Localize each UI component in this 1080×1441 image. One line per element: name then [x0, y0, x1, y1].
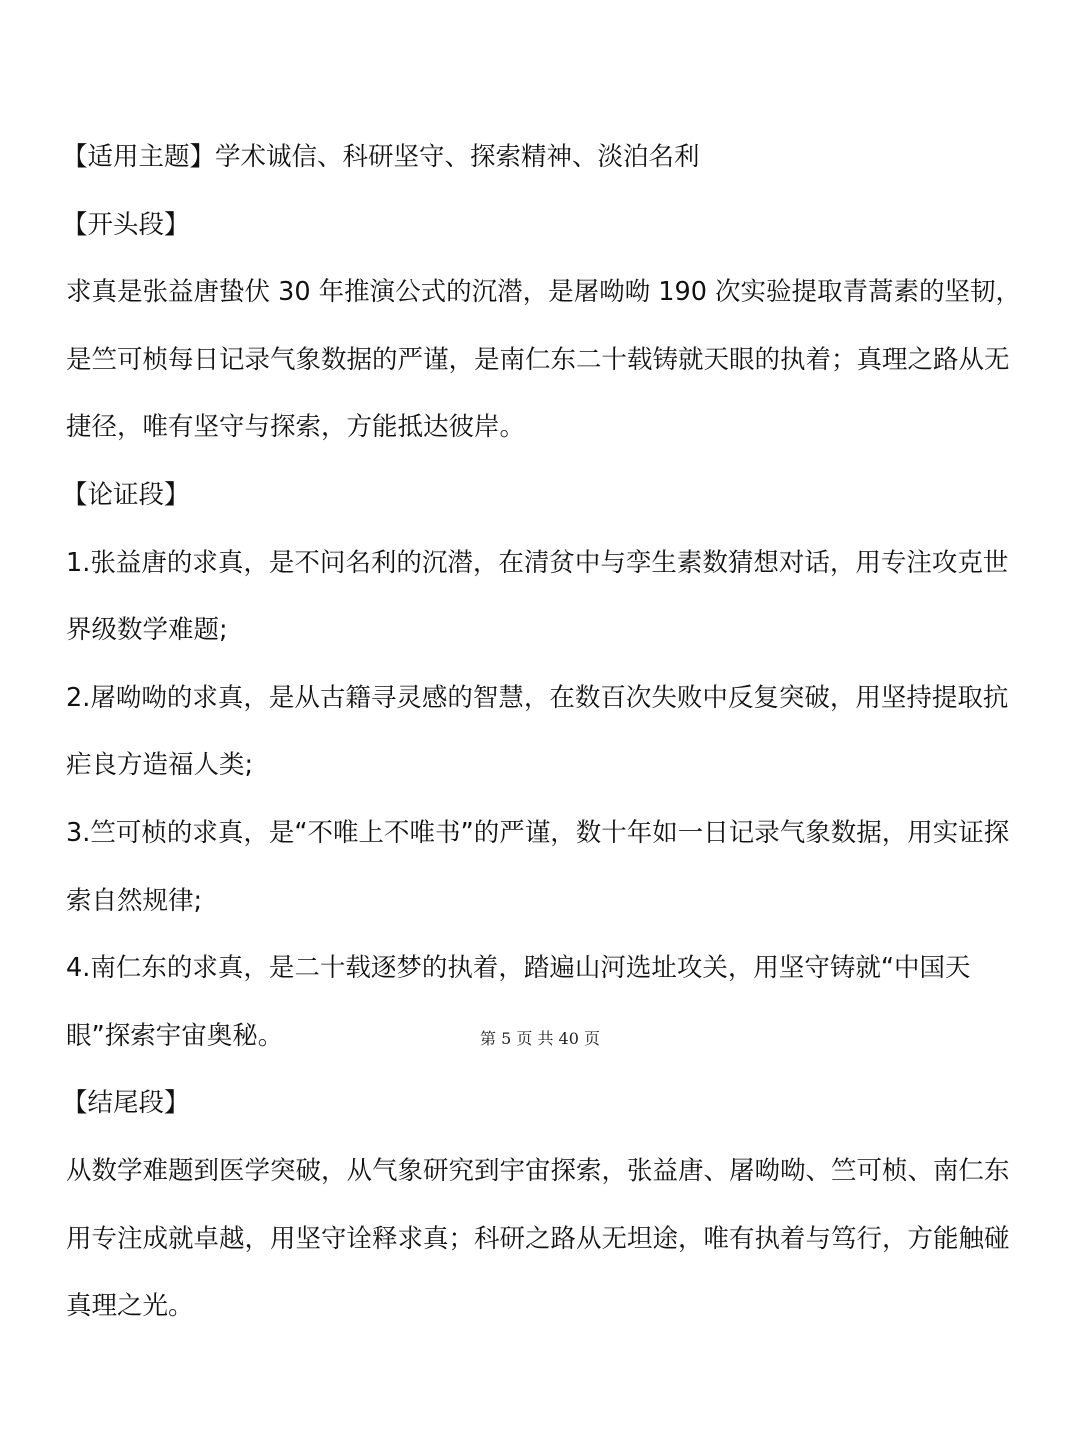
topic-line: 【适用主题】学术诚信、科研坚守、探索精神、淡泊名利 [62, 142, 700, 172]
argument-item-1: 1.张益唐的求真，是不问名利的沉潜，在清贫中与孪生素数猜想对话，用专注攻克世界级数学难题; [66, 547, 1009, 646]
essay-content [62, 124, 1026, 1341]
page-footer [0, 1026, 1080, 1049]
closing-paragraph: 从数学难题到医学突破，从气象研究到宇宙探索，张益唐、屠呦呦、竺可桢、南仁东用专注成就卓越，用坚守诠释求真；科研之路从无坦途，唯有执着与笃行，方能触碰真理之光。 [66, 1155, 1010, 1322]
page-number-label: 第 5 页 共 40 页 [480, 1029, 600, 1048]
argument-heading: 【论证段】 [62, 479, 190, 510]
closing-heading: 【结尾段】 [62, 1088, 190, 1119]
opening-heading: 【开头段】 [62, 209, 190, 240]
argument-item-4: 4.南仁东的求真，是二十载逐梦的执着，踏遍山河选址攻关，用坚守铸就“中国天眼”探索宇宙奥秘。 [66, 953, 971, 1051]
opening-paragraph: 求真是张益唐蛰伏 30 年推演公式的沉潜，是屠呦呦 190 次实验提取青蒿素的坚韧，是竺可桢每日记录气象数据的严谨，是南仁东二十载铸就天眼的执着；真理之路从无捷径，唯有坚守与探索，方能抵达彼岸。 [66, 277, 1022, 443]
argument-item-2: 2.屠呦呦的求真，是从古籍寻灵感的智慧，在数百次失败中反复突破，用坚持提取抗疟良方造福人类; [66, 682, 1009, 781]
argument-item-3: 3.竺可桢的求真，是“不唯上不唯书”的严谨，数十年如一日记录气象数据，用实证探索自然规律; [66, 817, 1010, 916]
